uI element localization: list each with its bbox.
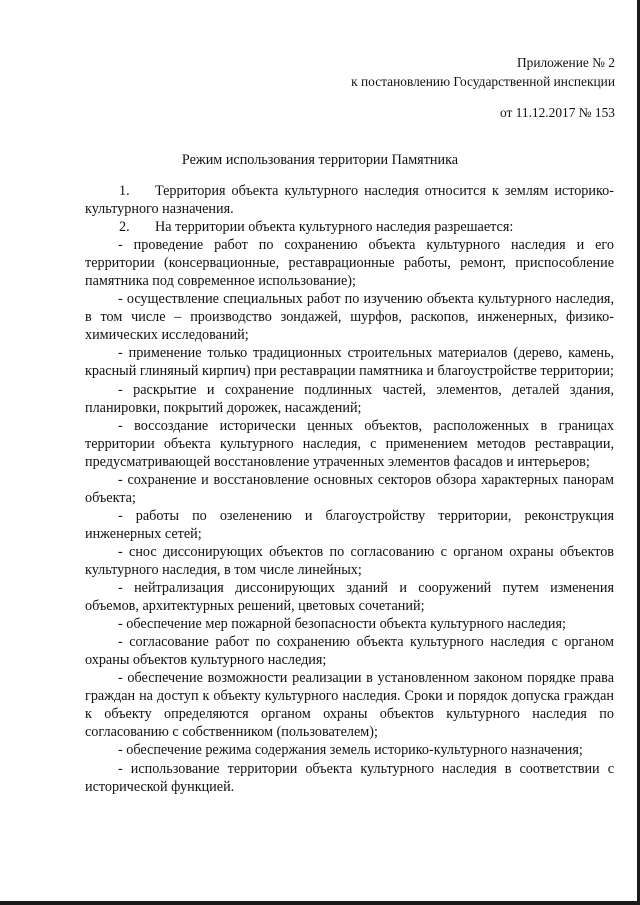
allowed-item: - работы по озеленению и благоустройству территории, реконструкция инженерных сетей;	[85, 507, 614, 542]
page-edge-bottom	[0, 901, 640, 905]
item-number: 1.	[119, 183, 130, 199]
allowed-item: - осуществление специальных работ по изучению объекта культурного наследия, в том числе – производство зондажей, шурфов, раскопов, инженерных, физико-химических исследований;	[85, 291, 614, 344]
annex-label: Приложение № 2	[516, 55, 615, 70]
item-text: Территория объекта культурного наследия относится к землям историко-культурного назначения.	[85, 183, 614, 218]
order-date-number: от 11.12.2017 № 153	[499, 105, 615, 120]
item-text: На территории объекта культурного наследия разрешается:	[155, 219, 514, 236]
item-number: 2.	[119, 219, 130, 236]
document-title: Режим использования территории Памятника	[181, 152, 459, 168]
document-body	[85, 182, 614, 796]
allowed-item: - сохранение и восстановление основных секторов обзора характерных панорам объекта;	[85, 471, 614, 506]
allowed-item: - применение только традиционных строительных материалов (дерево, камень, красный глиняный кирпич) при реставрации памятника и благоустройстве территории;	[85, 345, 614, 380]
order-reference: к постановлению Государственной инспекции	[351, 74, 615, 89]
allowed-item: - обеспечение режима содержания земель историко-культурного назначения;	[118, 742, 583, 759]
allowed-item: - согласование работ по сохранению объекта культурного наследия с органом охраны объектов культурного наследия;	[85, 634, 614, 669]
allowed-item: - обеспечение мер пожарной безопасности объекта культурного наследия;	[118, 616, 566, 633]
allowed-item: - снос диссонирующих объектов по согласованию с органом охраны объектов культурного наследия, в том числе линейных;	[85, 543, 614, 578]
allowed-item: - нейтрализация диссонирующих зданий и сооружений путем изменения объемов, архитектурных решений, цветовых сочетаний;	[85, 580, 614, 615]
allowed-item: - воссоздание исторически ценных объектов, расположенных в границах территории объекта культурного наследия, с применением методов реставрации, предусматривающей восстановление утраченных элементов фасадов и интерьеров;	[85, 417, 614, 470]
allowed-item: - раскрытие и сохранение подлинных частей, элементов, деталей здания, планировки, покрытий дорожек, насаждений;	[85, 381, 614, 416]
numbered-item	[85, 218, 614, 236]
numbered-item	[85, 182, 614, 218]
allowed-item: - обеспечение возможности реализации в установленном законом порядке права граждан на доступ к объекту культурного наследия. Сроки и порядок допуска граждан к объекту определяются органом охраны объектов культурного наследия по согласованию с собственником (пользователем);	[85, 670, 614, 741]
allowed-item: - проведение работ по сохранению объекта культурного наследия и его территории (консервационные, реставрационные работы, ремонт, приспособление памятника под современное использование);	[85, 237, 614, 290]
allowed-item: - использование территории объекта культурного наследия в соответствии с исторической функцией.	[85, 760, 614, 795]
